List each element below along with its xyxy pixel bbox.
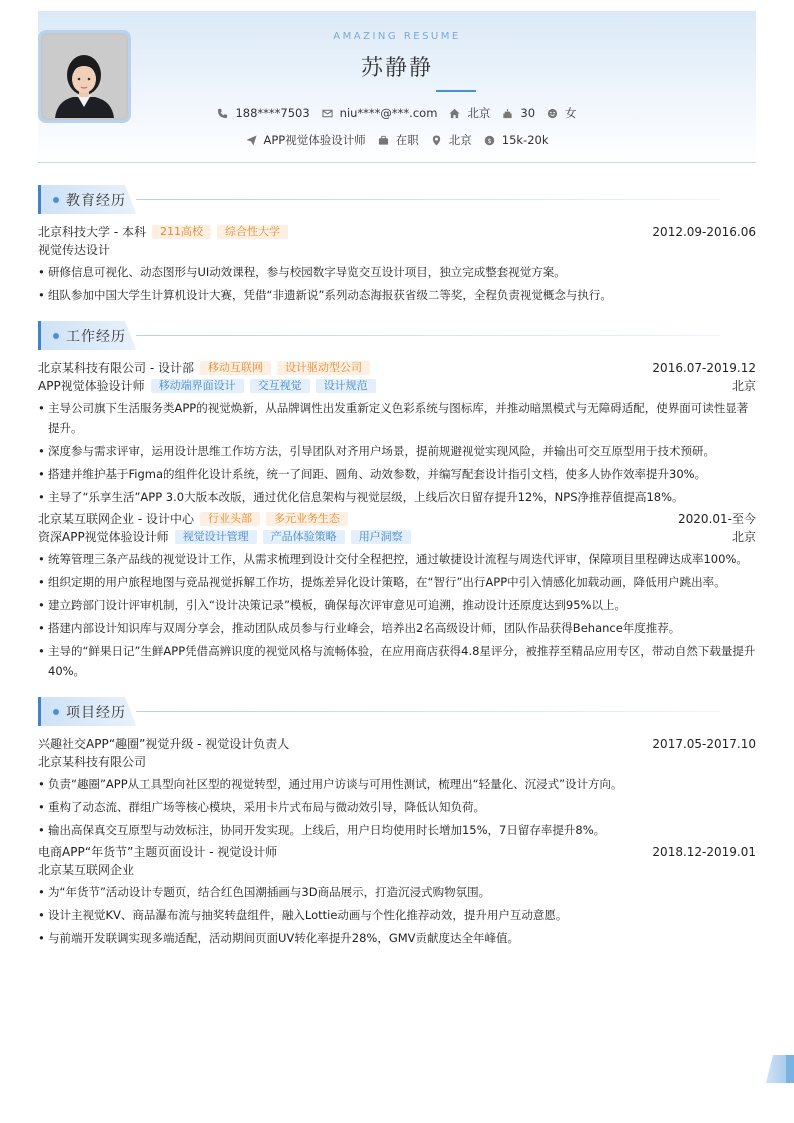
salary-info [484,133,549,147]
work-bullets [38,398,756,507]
status-info [378,132,419,148]
position-info [246,132,366,148]
send-icon [246,135,257,146]
mail-icon [322,108,333,119]
gender-text: 女 [565,106,577,120]
work-section-header [38,321,756,351]
role-tag: 设计规范 [316,379,376,393]
name-underline [436,90,476,92]
section-title: 项目经历 [66,705,126,721]
role-tag: 移动端界面设计 [151,379,244,393]
status-text: 在职 [395,133,419,147]
age-text: 30 [520,106,536,120]
company-tag: 行业头部 [200,512,260,526]
list-item: • 建立跨部门设计评审机制，引入“设计决策记录”模板，确保每次评审意见可追溯，推动设计还原度达到95%以上。 [38,595,756,615]
phone-text: 188****7503 [235,106,310,120]
list-item: • 主导的“鲜果日记”生鲜APP凭借高辨识度的视觉风格与流畅体验，在应用商店获得4.8星评分，被推荐至精品应用专区，带动自然下载量提升40%。 [38,641,756,681]
svg-text:$: $ [487,136,492,145]
list-item: • 统筹管理三条产品线的视觉设计工作，从需求梳理到设计交付全程把控，通过敏捷设计流程与周迭代评审，保障项目里程碑达成率100%。 [38,549,756,569]
list-item: • 输出高保真交互原型与动效标注，协同开发实现。上线后，用户日均使用时长增加15%，7日留存率提升8%。 [38,820,756,840]
list-item: • 负责“趣圈”APP从工具型向社区型的视觉转型，通过用户访谈与可用性测试，梳理出“轻量化、沉浸式”设计方向。 [38,774,756,794]
list-item: • 组织定期的用户旅程地图与竞品视觉拆解工作坊，提炼差异化设计策略，在“智行”出行APP中引入情感化加载动画，降低用户跳出率。 [38,572,756,592]
role-tag: 视觉设计管理 [175,530,257,544]
section-title: 教育经历 [66,193,126,209]
education-date: 2012.09-2016.06 [652,225,756,239]
gender-info [547,105,577,121]
section-dot-icon [53,709,59,715]
list-item: • 设计主视觉KV、商品瀑布流与抽奖转盘组件，融入Lottie动画与个性化推荐动效，提升用户互动意愿。 [38,905,756,925]
list-item: • 组队参加中国大学生计算机设计大赛，凭借“非遗新说”系列动态海报获省级二等奖，全程负责视觉概念与执行。 [38,285,756,305]
resume-tagline: AMAZING RESUME [333,31,461,42]
company-tag: 设计驱动型公司 [277,361,370,375]
candidate-name: 苏静静 [360,56,433,81]
company-name: 北京某科技有限公司 - 设计部 [38,361,194,375]
section-dot-icon [53,197,59,203]
location-info [431,132,472,148]
projects-section-header [38,697,756,727]
job-intent-row [38,132,756,148]
role-tag: 用户洞察 [351,530,411,544]
email-info [322,106,438,120]
work-city: 北京 [731,379,756,393]
role-name: APP视觉体验设计师 [38,379,145,393]
education-entry [38,223,756,305]
project-company: 北京某互联网企业 [38,863,135,877]
role-tag: 产品体验策略 [263,530,345,544]
resume-page [38,11,756,951]
email-text: niu****@***.com [339,106,438,120]
project-company: 北京某科技有限公司 [38,755,147,769]
work-entry [38,510,756,681]
home-icon [449,108,460,119]
company-tag: 多元业务生态 [266,512,348,526]
money-icon [484,135,495,146]
briefcase-icon [378,135,389,146]
project-bullets [38,774,756,840]
work-date: 2016.07-2019.12 [652,361,756,375]
project-entry [38,843,756,948]
age-info [502,106,535,120]
work-city: 北京 [731,530,756,544]
company-name: 北京某互联网企业 - 设计中心 [38,512,194,526]
list-item: • 深度参与需求评审，运用设计思维工作坊方法，引导团队对齐用户场景，提前规避视觉实现风险，并输出可交互原型用于技术预研。 [38,441,756,461]
role-name: 资深APP视觉体验设计师 [38,530,169,544]
resume-header [38,11,756,163]
location-text: 北京 [448,133,472,147]
list-item: • 与前端开发联调实现多端适配，活动期间页面UV转化率提升28%，GMV贡献度达全年峰值。 [38,928,756,948]
major-name: 视觉传达设计 [38,243,111,257]
contact-row [38,105,756,121]
list-item: • 搭建内部设计知识库与双周分享会，推动团队成员参与行业峰会，培养出2名高级设计师，团队作品获得Behance年度推荐。 [38,618,756,638]
corner-decoration-bar [786,1055,794,1083]
list-item: • 主导公司旗下生活服务类APP的视觉焕新，从品牌调性出发重新定义色彩系统与图标库，并推动暗黑模式与无障碍适配，使界面可读性显著提升。 [38,398,756,438]
work-date: 2020.01-至今 [678,512,756,526]
list-item: • 搭建并维护基于Figma的组件化设计系统，统一了间距、圆角、动效参数，并编写配套设计指引文档，使多人协作效率提升30%。 [38,464,756,484]
project-date: 2017.05-2017.10 [652,737,756,751]
phone-icon [217,108,228,119]
list-item: • 重构了动态流、群组广场等核心模块，采用卡片式布局与微动效引导，降低认知负荷。 [38,797,756,817]
section-dot-icon [53,333,59,339]
school-tag: 211高校 [152,225,211,239]
list-item: • 主导了“乐享生活”APP 3.0大版本改版，通过优化信息架构与视觉层级，上线后次日留存提升12%，NPS净推荐值提高18%。 [38,487,756,507]
location-pin-icon [431,135,442,146]
list-item: • 为“年货节”活动设计专题页，结合红色国潮插画与3D商品展示，打造沉浸式购物氛围。 [38,882,756,902]
education-bullets [38,262,756,305]
work-entry [38,359,756,507]
school-name: 北京科技大学 - 本科 [38,225,146,239]
home-text: 北京 [467,106,491,120]
section-title: 工作经历 [66,329,126,345]
list-item: • 研修信息可视化、动态图形与UI动效课程，参与校园数字导览交互设计项目，独立完成整套视觉方案。 [38,262,756,282]
school-tag: 综合性大学 [217,225,288,239]
education-section-header [38,185,756,215]
project-entry [38,735,756,840]
work-bullets [38,549,756,681]
home-info [449,105,490,121]
company-tag: 移动互联网 [200,361,271,375]
cake-icon [502,108,513,119]
salary-text: 15k-20k [501,133,549,147]
role-tag: 交互视觉 [250,379,310,393]
smile-icon [547,108,558,119]
phone-info [217,106,309,120]
project-date: 2018.12-2019.01 [652,845,756,859]
project-name: 兴趣社交APP“趣圈”视觉升级 - 视觉设计负责人 [38,737,290,751]
project-bullets [38,882,756,948]
position-text: APP视觉体验设计师 [263,133,366,147]
project-name: 电商APP“年货节”主题页面设计 - 视觉设计师 [38,845,278,859]
